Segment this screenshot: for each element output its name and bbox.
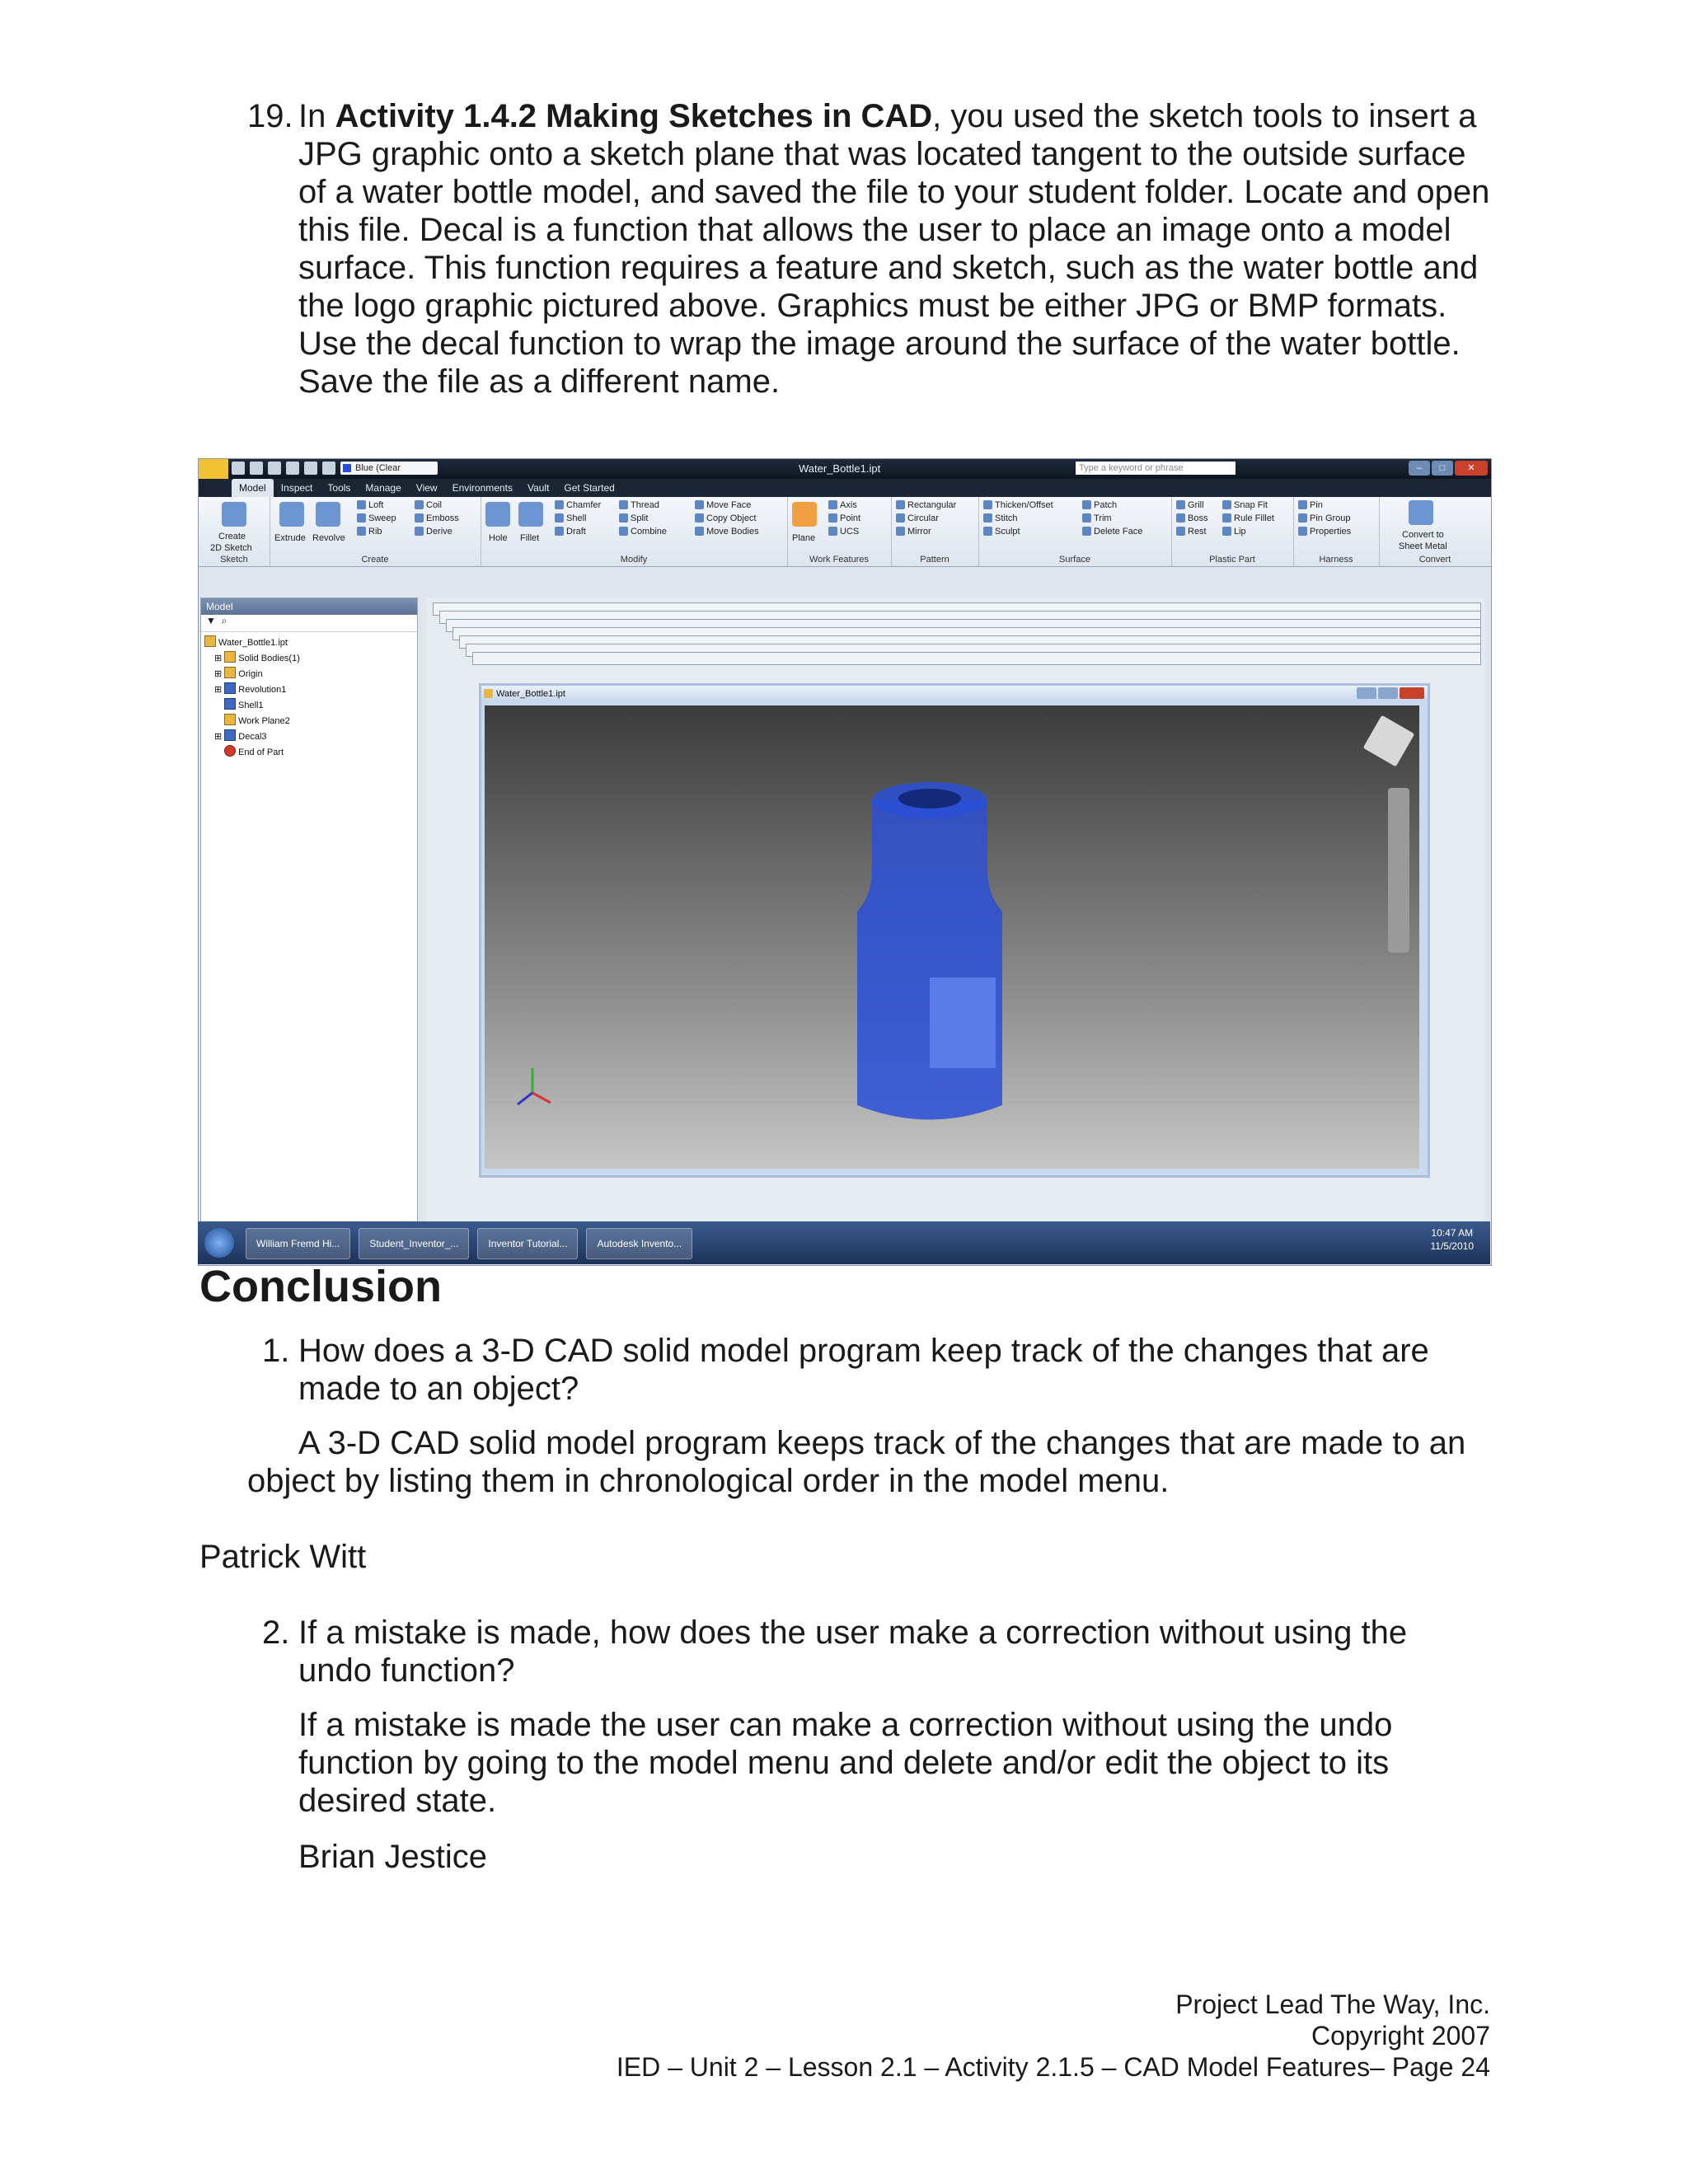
water-bottle-model [485,705,1419,1169]
thread-button[interactable]: Thread [619,500,659,510]
ribbon-group-harness [1293,497,1380,566]
filter-icon[interactable]: ▼ [206,615,216,626]
footer-page-info: IED – Unit 2 – Lesson 2.1 – Activity 2.1.5 – CAD Model Features– Page 24 [616,2052,1490,2082]
ribbon-tab[interactable]: Model [232,479,274,497]
pin-group-icon [1298,513,1307,523]
graphics-window-controls [1357,687,1424,699]
convert-sheet-metal-icon[interactable] [1409,500,1433,525]
chamfer-icon [555,500,564,509]
combine-button[interactable]: Combine [619,527,667,537]
pin-group-button[interactable]: Pin Group [1298,513,1351,523]
plane-icon[interactable] [792,502,817,527]
ribbon-tabs [199,479,1491,497]
question-rest: , you used the sketch tools to insert a JPG graphic onto a sketch plane that was located tangent to the outside surface of a water bottle model, and saved the file to your student folder. Locate and open this file. Decal is a function that allows the user to place an image onto a model surface. This function requires a feature and sketch, such as the water bottle and the logo graphic pictured above. Graphics must be either JPG or BMP formats. Use the decal function to wrap the image around the surface of the water bottle. Save the file as a different name. [298,98,1490,400]
trim-button[interactable]: Trim [1082,513,1112,523]
sweep-icon [357,513,366,523]
select-icon[interactable] [322,462,335,475]
rib-icon [357,527,366,536]
derive-button[interactable]: Derive [415,527,452,537]
browser-tree [201,632,417,761]
extrude-label[interactable]: Extrude [274,533,306,543]
tree-item[interactable]: Shell1 [204,698,417,714]
pin-icon [1298,500,1307,509]
extrude-icon[interactable] [279,502,304,527]
quick-access-toolbar [232,462,438,476]
group-label: Create [361,555,389,565]
circular-button[interactable]: Circular [896,513,939,523]
question-text [298,1332,1474,1408]
2d-sketch-label[interactable]: 2D Sketch [210,543,252,553]
taskbar-item[interactable]: Autodesk Invento... [586,1228,692,1259]
rectangular-pattern-icon [896,500,905,509]
group-label: Pattern [920,555,950,565]
combine-icon [619,527,628,536]
ucs-icon [828,527,837,536]
circular-pattern-icon [896,513,905,523]
question-19 [247,97,1500,401]
undo-icon[interactable] [286,462,299,475]
move-bodies-button[interactable]: Move Bodies [695,527,759,537]
question-number: 2. [262,1615,290,1651]
maximize-button[interactable]: □ [1432,461,1453,476]
derive-icon [415,527,424,536]
folder-icon [224,651,236,663]
pin-button[interactable]: Pin [1298,500,1323,510]
coil-icon [415,500,424,509]
rule-fillet-button[interactable]: Rule Fillet [1222,513,1274,523]
group-label: Work Features [809,555,869,565]
end-of-part-icon [224,745,236,757]
loft-icon [357,500,366,509]
ribbon-group-pattern [891,497,979,566]
restore-button[interactable] [1378,687,1398,699]
tree-item[interactable]: ⊞ Origin [204,667,417,682]
shell-feature-icon [224,698,236,710]
hole-icon[interactable] [485,502,510,527]
work-plane-icon [224,714,236,725]
footer-org: Project Lead The Way, Inc. [1175,1990,1490,2019]
conclusion-question-2 [262,1614,1457,1690]
loft-button[interactable]: Loft [357,500,383,510]
rule-fillet-icon [1222,513,1231,523]
copy-object-icon [695,513,704,523]
conclusion-question-1 [262,1332,1474,1408]
minimize-button[interactable] [1357,687,1376,699]
ribbon-group-work-features [787,497,892,566]
open-icon[interactable] [250,462,263,475]
split-icon [619,513,628,523]
clock-date: 11/5/2010 [1430,1240,1474,1252]
point-icon [828,513,837,523]
question-text [298,1614,1457,1690]
ribbon-tab[interactable]: Vault [527,482,550,494]
copy-object-button[interactable]: Copy Object [695,513,757,523]
lip-button[interactable]: Lip [1222,527,1246,537]
question-number: 19. [247,98,293,134]
clock[interactable] [1431,1226,1475,1253]
mirror-button[interactable]: Mirror [896,527,931,537]
close-button[interactable]: ✕ [1455,461,1488,476]
bottle-opening [898,789,961,808]
create-sketch-icon[interactable] [222,502,246,527]
sheet-metal-label[interactable]: Sheet Metal [1399,541,1447,551]
tree-item[interactable]: ⊞ Revolution1 [204,682,417,698]
3d-viewport[interactable] [485,705,1419,1169]
ribbon-tab[interactable]: View [415,482,438,494]
bottle-cap [872,800,987,870]
ribbon-group-plastic-part [1171,497,1294,566]
tree-item[interactable]: Work Plane2 [204,714,417,729]
revolve-feature-icon [224,682,236,694]
taskbar-item[interactable]: Student_Inventor_... [359,1228,469,1259]
activity-reference: Activity 1.4.2 Making Sketches in CAD [335,98,933,134]
window-title: Water_Bottle1.ipt [799,462,881,475]
rest-icon [1176,527,1185,536]
answer-2: If a mistake is made the user can make a correction without using the undo function by going to the model menu and delete and/or edit the object to its desired state. [298,1707,1393,1819]
ribbon-tab[interactable]: Get Started [564,482,615,494]
question-text [298,97,1500,401]
taskbar-item[interactable]: William Fremd Hi... [246,1228,350,1259]
rest-button[interactable]: Rest [1176,527,1207,537]
windows-taskbar [198,1221,1490,1264]
taskbar-item[interactable]: Inventor Tutorial... [477,1228,578,1259]
delete-face-button[interactable]: Delete Face [1082,527,1142,537]
conclusion-heading: Conclusion [199,1262,442,1311]
mirror-icon [896,527,905,536]
graphics-window-title: Water_Bottle1.ipt [481,686,1428,702]
tree-root[interactable]: Water_Bottle1.ipt [204,635,417,651]
footer-copyright: Copyright 2007 [1311,2021,1490,2050]
draft-icon [555,527,564,536]
close-button[interactable] [1400,687,1424,699]
answer-1: A 3-D CAD solid model program keeps track of the changes that are made to an object by listing them in chronological order in the model menu. [247,1425,1466,1499]
group-label: Modify [620,555,648,565]
answer-1-author: Patrick Witt [199,1539,367,1575]
move-face-button[interactable]: Move Face [695,500,751,510]
properties-button[interactable]: Properties [1298,527,1351,537]
browser-toolbar [201,615,417,632]
thicken-icon [983,500,992,509]
chamfer-button[interactable]: Chamfer [555,500,601,510]
lip-icon [1222,527,1231,536]
stacked-window[interactable] [472,652,1481,665]
tree-item[interactable]: ⊞ Solid Bodies(1) [204,651,417,667]
group-label: Sketch [220,555,248,565]
properties-icon [1298,527,1307,536]
draft-button[interactable]: Draft [555,527,586,537]
tree-item[interactable]: End of Part [204,745,417,761]
app-titlebar [199,459,1491,479]
tree-item[interactable]: ⊞ Decal3 [204,729,417,745]
plane-label[interactable]: Plane [792,533,816,543]
help-search-input[interactable]: Type a keyword or phrase [1076,462,1236,475]
sculpt-button[interactable]: Sculpt [983,527,1020,537]
question-lead: In [298,98,335,134]
find-icon[interactable]: ⌕ [221,615,227,626]
coil-button[interactable]: Coil [415,500,442,510]
snap-fit-icon [1222,500,1231,509]
hole-label[interactable]: Hole [489,533,508,543]
shell-icon [555,513,564,523]
split-button[interactable]: Split [619,513,648,523]
ribbon-group-surface [978,497,1172,566]
part-icon [204,635,216,647]
decal-icon [224,729,236,741]
ribbon-group-create [270,497,481,566]
clock-time: 10:47 AM [1431,1227,1474,1239]
snap-fit-button[interactable]: Snap Fit [1222,500,1268,510]
sweep-button[interactable]: Sweep [357,513,396,523]
create-label[interactable]: Create [218,532,246,541]
ribbon-tab[interactable]: Inspect [280,482,313,494]
question-body: How does a 3-D CAD solid model program keep track of the changes that are made to an object? [298,1333,1429,1407]
emboss-icon [415,513,424,523]
thicken-offset-button[interactable]: Thicken/Offset [983,500,1053,510]
browser-header[interactable]: Model [201,598,417,615]
graphics-window [479,683,1430,1178]
move-bodies-icon [695,527,704,536]
save-icon[interactable] [268,462,281,475]
group-label: Convert [1418,555,1451,565]
color-override-select[interactable]: Blue (Clear [340,462,438,475]
start-button[interactable] [204,1228,234,1258]
decal-logo [930,977,996,1068]
patch-button[interactable]: Patch [1082,500,1117,510]
shell-button[interactable]: Shell [555,513,586,523]
answer-2-author: Brian Jestice [298,1839,487,1875]
grill-button[interactable]: Grill [1176,500,1204,510]
model-browser [200,598,418,1227]
grill-icon [1176,500,1185,509]
axis-icon [828,500,837,509]
rectangular-button[interactable]: Rectangular [896,500,956,510]
ribbon-panel [199,497,1491,567]
trim-icon [1082,513,1091,523]
window-controls [1409,461,1488,476]
group-label: Plastic Part [1209,555,1255,565]
axis-button[interactable]: Axis [828,500,857,510]
folder-icon [224,667,236,678]
ribbon-group-sketch [199,497,270,566]
fillet-label[interactable]: Fillet [520,533,540,543]
boss-button[interactable]: Boss [1176,513,1207,523]
ribbon-tab[interactable]: Manage [365,482,401,494]
question-number: 1. [262,1333,290,1369]
question-body: If a mistake is made, how does the user make a correction without using the undo function? [298,1615,1408,1689]
stitch-icon [983,513,992,523]
patch-icon [1082,500,1091,509]
ribbon-tab[interactable]: Environments [452,482,513,494]
delete-face-icon [1082,527,1091,536]
sculpt-icon [983,527,992,536]
minimize-button[interactable]: – [1409,461,1430,476]
new-icon[interactable] [232,462,245,475]
thread-icon [619,500,628,509]
revolve-label[interactable]: Revolve [312,533,345,543]
ribbon-group-convert [1379,497,1491,566]
inventor-screenshot [198,458,1492,1266]
move-face-icon [695,500,704,509]
document-area [426,598,1484,1226]
ucs-button[interactable]: UCS [828,527,859,537]
boss-icon [1176,513,1185,523]
stitch-button[interactable]: Stitch [983,513,1018,523]
group-label: Harness [1319,555,1353,565]
ribbon-group-modify [481,497,788,566]
redo-icon[interactable] [304,462,317,475]
emboss-button[interactable]: Emboss [415,513,459,523]
coordinate-triad-icon [518,1068,551,1104]
fillet-icon[interactable] [518,502,543,527]
group-label: Surface [1059,555,1090,565]
convert-to-label[interactable]: Convert to [1402,530,1444,540]
revolve-icon[interactable] [316,502,340,527]
point-button[interactable]: Point [828,513,860,523]
rib-button[interactable]: Rib [357,527,382,537]
ribbon-tab[interactable]: Tools [327,482,351,494]
